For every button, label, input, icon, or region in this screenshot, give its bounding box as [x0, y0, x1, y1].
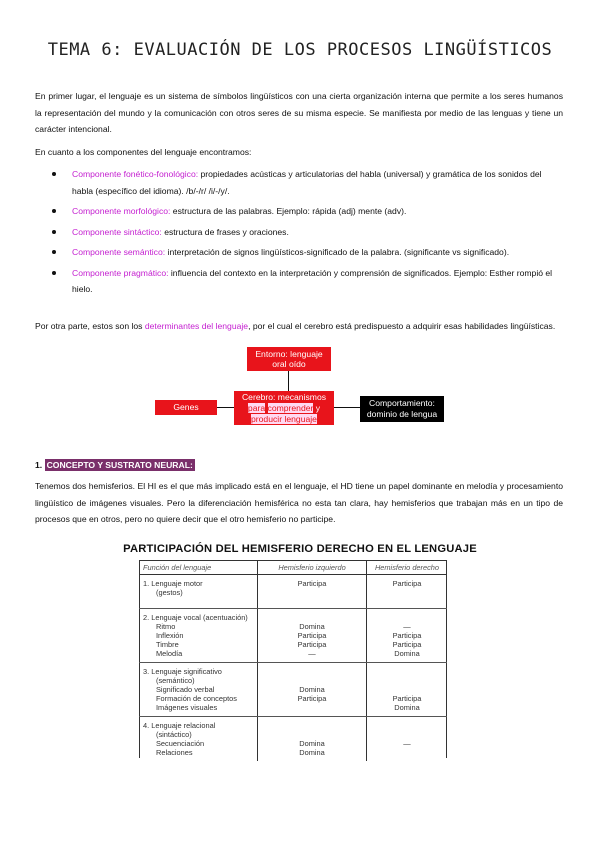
- component-term: Componente fonético-fonológico:: [72, 169, 199, 179]
- brain-lenguaje: lenguaje: [282, 413, 317, 424]
- list-item: [35, 244, 563, 261]
- function-cell: [139, 575, 258, 609]
- section-heading: [35, 460, 195, 470]
- left-cell: [258, 575, 367, 609]
- right-value: —: [403, 739, 411, 748]
- function-text: (gestos): [156, 588, 183, 597]
- table-row: [139, 663, 447, 717]
- function-text: (semántico): [156, 676, 195, 685]
- brain-box: [234, 391, 334, 425]
- section-number: 1.: [35, 460, 43, 470]
- determinants-after: , por el cual el cerebro está predispuesto a adquirir esas habilidades lingüísticas.: [248, 321, 556, 331]
- component-text: propiedades acústicas y articulatorias del habla (universal) y gramática de los sonidos del habla (específico del idioma). /b/-/r/ /i/-/y/.: [72, 169, 542, 196]
- left-value: —: [308, 649, 316, 658]
- function-text: 4. Lenguaje relacional: [143, 721, 216, 730]
- function-cell: [139, 609, 258, 663]
- left-value: Participa: [297, 694, 327, 703]
- behavior-box: [360, 396, 444, 422]
- connector-line: [217, 407, 234, 408]
- list-item: [35, 265, 563, 298]
- right-value: Participa: [392, 640, 422, 649]
- left-value: Domina: [299, 748, 325, 757]
- bullet-icon: [52, 172, 56, 176]
- component-text: interpretación de signos lingüísticos-significado de la palabra. (significante vs significado).: [165, 247, 510, 257]
- components-intro: En cuanto a los componentes del lenguaje encontramos:: [35, 147, 252, 157]
- function-text: 3. Lenguaje significativo: [143, 667, 222, 676]
- function-text: Ritmo: [156, 622, 176, 631]
- components-list: [35, 166, 563, 302]
- right-value: Participa: [392, 579, 422, 588]
- list-item: [35, 166, 563, 199]
- bullet-icon: [52, 230, 56, 234]
- bullet-icon: [52, 271, 56, 275]
- bullet-icon: [52, 209, 56, 213]
- component-text: estructura de frases y oraciones.: [161, 226, 289, 237]
- page-title: TEMA 6: EVALUACIÓN DE LOS PROCESOS LINGÜÍSTICOS: [47, 40, 553, 60]
- connector-line: [288, 371, 289, 391]
- component-term: Componente sintáctico:: [72, 226, 162, 237]
- function-cell: [139, 717, 258, 762]
- left-value: Participa: [297, 631, 327, 640]
- function-text: Inflexión: [156, 631, 184, 640]
- left-value: Participa: [297, 640, 327, 649]
- header-left: Hemisferio izquierdo: [258, 561, 367, 575]
- determinants-paragraph: [35, 318, 563, 335]
- left-value: Domina: [299, 739, 325, 748]
- function-cell: [139, 663, 258, 717]
- hemisphere-table: [139, 560, 447, 761]
- header-right: Hemisferio derecho: [367, 561, 448, 575]
- brain-label-line1: Cerebro: mecanismos: [241, 391, 327, 402]
- function-text: (sintáctico): [156, 730, 192, 739]
- determinants-before: Por otra parte, estos son los: [35, 321, 145, 331]
- right-value: Participa: [392, 631, 422, 640]
- component-text: influencia del contexto en la interpretación y comprensión de significados. Ejemplo: Esther rompió el hielo.: [72, 267, 553, 294]
- list-item: [35, 203, 563, 220]
- header-function: Función del lenguaje: [139, 561, 258, 575]
- connector-line: [334, 407, 360, 408]
- left-value: Participa: [297, 579, 327, 588]
- component-term: Componente pragmático:: [72, 267, 169, 278]
- function-text: Relaciones: [156, 748, 193, 757]
- right-cell: [367, 663, 448, 717]
- left-cell: [258, 717, 367, 762]
- function-text: 1. Lenguaje motor: [143, 579, 203, 588]
- component-term: Componente morfológico:: [72, 206, 171, 216]
- function-text: Formación de conceptos: [156, 694, 237, 703]
- list-item: [35, 224, 563, 241]
- right-cell: [367, 575, 448, 609]
- section-title: CONCEPTO Y SUSTRATO NEURAL:: [46, 460, 193, 470]
- left-cell: [258, 609, 367, 663]
- table-row: [139, 717, 447, 762]
- brain-label-line3: [251, 414, 317, 425]
- function-text: Secuenciación: [156, 739, 205, 748]
- figure-title: PARTICIPACIÓN DEL HEMISFERIO DERECHO EN EL LENGUAJE: [123, 543, 477, 555]
- right-cell: [367, 609, 448, 663]
- brain-y: y: [313, 402, 321, 413]
- table-header-row: [139, 561, 447, 575]
- behavior-label-line1: Comportamiento:: [369, 398, 435, 408]
- function-text: Imágenes visuales: [156, 703, 218, 712]
- function-text: Timbre: [156, 640, 179, 649]
- brain-comprender: comprender: [267, 402, 314, 413]
- brain-label-line2: [248, 403, 320, 414]
- function-text: 2. Lenguaje vocal (acentuación): [143, 613, 248, 622]
- determinants-term: determinantes del lenguaje: [144, 321, 249, 331]
- component-text: estructura de las palabras. Ejemplo: rápida (adj) mente (adv).: [170, 206, 407, 216]
- right-value: —: [403, 622, 411, 631]
- left-cell: [258, 663, 367, 717]
- table-row: [139, 575, 447, 609]
- left-value: Domina: [299, 685, 325, 694]
- table-row: [139, 609, 447, 663]
- environment-label: Entorno: lenguaje oral oído: [255, 349, 323, 369]
- brain-para: para: [247, 402, 266, 413]
- right-value: Domina: [394, 703, 420, 712]
- genes-box: [155, 400, 217, 415]
- behavior-label-line2: dominio de lengua: [366, 409, 438, 419]
- function-text: Significado verbal: [156, 685, 215, 694]
- function-text: Melodía: [156, 649, 183, 658]
- brain-producir: producir: [251, 413, 283, 424]
- component-term: Componente semántico:: [72, 247, 166, 257]
- intro-paragraph: En primer lugar, el lenguaje es un sistema de símbolos lingüísticos con una cierta organización interna que permite a los seres humanos la representación del mundo y la comunicación con otros seres de su misma especie. Se manifiesta por medio de las lenguas y tiene un carácter intencional.: [35, 91, 563, 134]
- bullet-icon: [52, 250, 56, 254]
- left-value: Domina: [299, 622, 325, 631]
- section1-paragraph: Tenemos dos hemisferios. El HI es el que más implicado está en el lenguaje, el HD tiene un papel dominante en melodía y procesamiento lingüístico de imágenes visuales. Pero la diferenciación hemisférica no esta tan clara, hay hemisferios que trabajan más en un tipo de procesos que en otros, pero no quiere decir que el otro hemisferio no participe.: [35, 481, 563, 524]
- right-value: Domina: [394, 649, 420, 658]
- environment-box: [247, 347, 331, 371]
- right-value: Participa: [392, 694, 422, 703]
- genes-label: Genes: [173, 402, 199, 412]
- right-cell: [367, 717, 448, 762]
